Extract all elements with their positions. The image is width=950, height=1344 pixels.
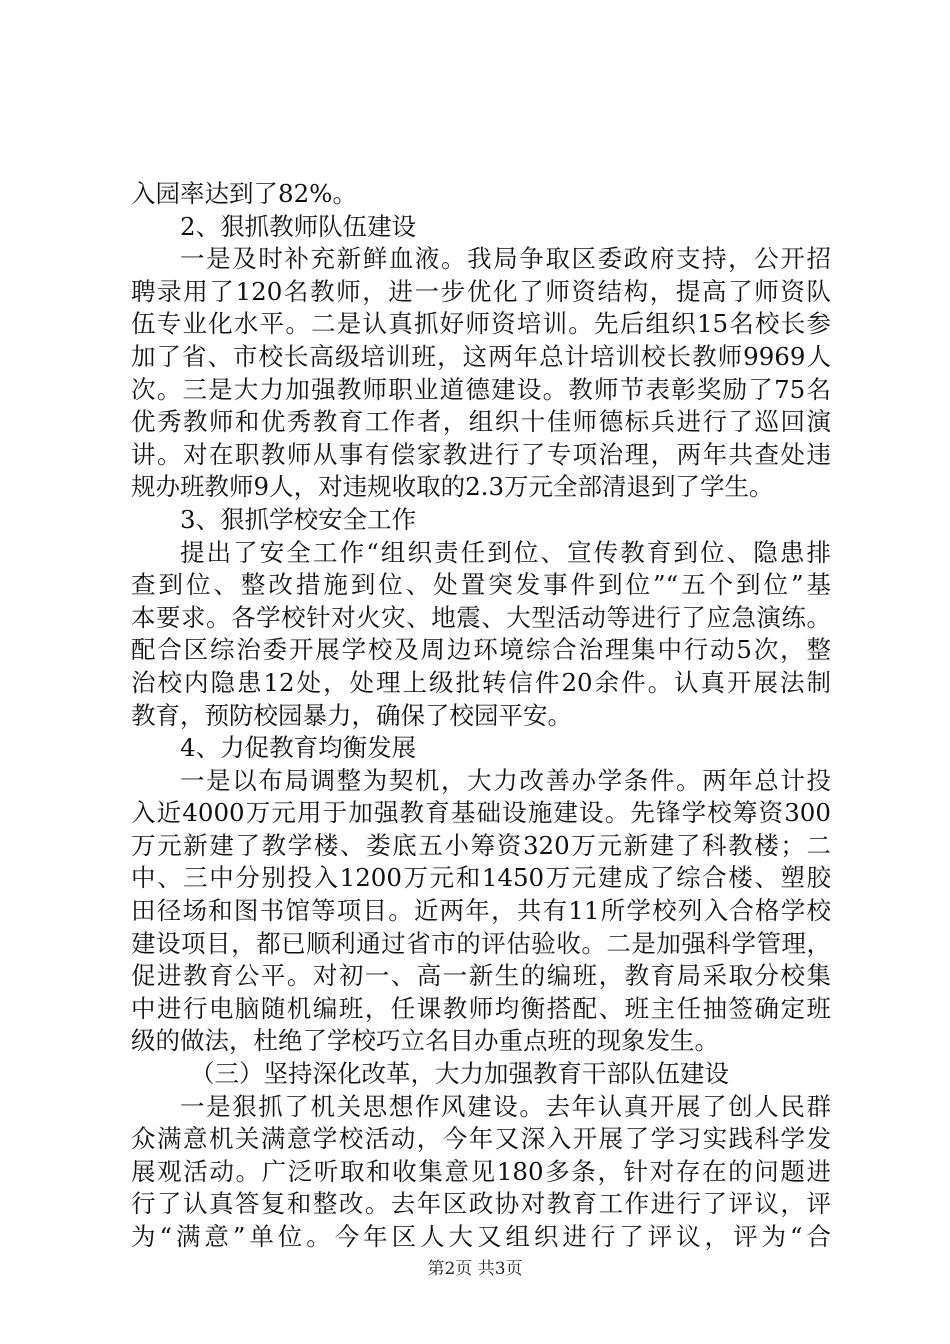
paragraph-line: 中、三中分别投入1200万元和1450万元建成了综合楼、塑胶 xyxy=(131,863,831,893)
paragraph-line: 规办班教师9人，对违规收取的2.3万元全部清退到了学生。 xyxy=(131,472,774,502)
paragraph-line: 行了认真答复和整改。去年区政协对教育工作进行了评议，评 xyxy=(131,1189,831,1219)
paragraph-line: 一是及时补充新鲜血液。我局争取区委政府支持，公开招 xyxy=(180,244,831,274)
paragraph-line: 一是以布局调整为契机，大力改善办学条件。两年总计投 xyxy=(180,765,831,795)
text-line: 入园率达到了82%。 xyxy=(131,179,357,208)
paragraph-line: 伍专业化水平。二是认真抓好师资培训。先后组织15名校长参 xyxy=(131,309,831,339)
paragraph-line: 讲。对在职教师从事有偿家教进行了专项治理，两年共查处违 xyxy=(131,439,831,469)
paragraph-line: 一是狠抓了机关思想作风建设。去年认真开展了创人民群 xyxy=(180,1091,831,1121)
paragraph-line: 教育，预防校园暴力，确保了校园平安。 xyxy=(131,700,572,730)
paragraph-line: 建设项目，都已顺利通过省市的评估验收。二是加强科学管理， xyxy=(131,928,831,958)
paragraph-line: 中进行电脑随机编班，任课教师均衡搭配、班主任抽签确定班 xyxy=(131,993,831,1023)
paragraph-line: 优秀教师和优秀教育工作者，组织十佳师德标兵进行了巡回演 xyxy=(131,407,831,437)
paragraph-line: 提出了安全工作“组织责任到位、宣传教育到位、隐患排 xyxy=(180,537,831,567)
paragraph-line: 展观活动。广泛听取和收集意见180多条，针对存在的问题进 xyxy=(131,1156,831,1186)
section-heading: 2、狠抓教师队伍建设 xyxy=(180,211,417,241)
paragraph-line: 加了省、市校长高级培训班，这两年总计培训校长教师9969人 xyxy=(131,341,831,371)
paragraph-line: 入近4000万元用于加强教育基础设施建设。先锋学校筹资300 xyxy=(131,798,831,828)
paragraph-line: 万元新建了教学楼、娄底五小筹资320万元新建了科教楼；二 xyxy=(131,830,831,860)
page-footer: 第2页 共3页 xyxy=(427,1259,523,1279)
paragraph-line: 聘录用了120名教师，进一步优化了师资结构，提高了师资队 xyxy=(131,276,831,306)
section-heading: 4、力促教育均衡发展 xyxy=(180,733,417,763)
paragraph-line: 本要求。各学校针对火灾、地震、大型活动等进行了应急演练。 xyxy=(131,602,831,632)
section-heading: 3、狠抓学校安全工作 xyxy=(180,504,417,534)
paragraph-line: 级的做法，杜绝了学校巧立名目办重点班的现象发生。 xyxy=(131,1026,719,1056)
paragraph-line: 田径场和图书馆等项目。近两年，共有11所学校列入合格学校 xyxy=(131,896,831,926)
paragraph-line: 为“满意”单位。今年区人大又组织进行了评议，评为“合 xyxy=(131,1222,831,1251)
section-heading: （三）坚持深化改革，大力加强教育干部队伍建设 xyxy=(190,1059,729,1089)
paragraph-line: 众满意机关满意学校活动，今年又深入开展了学习实践科学发 xyxy=(131,1124,831,1154)
paragraph-line: 促进教育公平。对初一、高一新生的编班，教育局采取分校集 xyxy=(131,961,831,991)
paragraph-line: 查到位、整改措施到位、处置突发事件到位”“五个到位”基 xyxy=(131,570,831,600)
body-text xyxy=(131,178,831,1254)
paragraph-line: 配合区综治委开展学校及周边环境综合治理集中行动5次，整 xyxy=(131,635,831,665)
paragraph-line: 治校内隐患12处，处理上级批转信件20余件。认真开展法制 xyxy=(131,667,831,697)
paragraph-line: 次。三是大力加强教师职业道德建设。教师节表彰奖励了75名 xyxy=(131,374,831,404)
